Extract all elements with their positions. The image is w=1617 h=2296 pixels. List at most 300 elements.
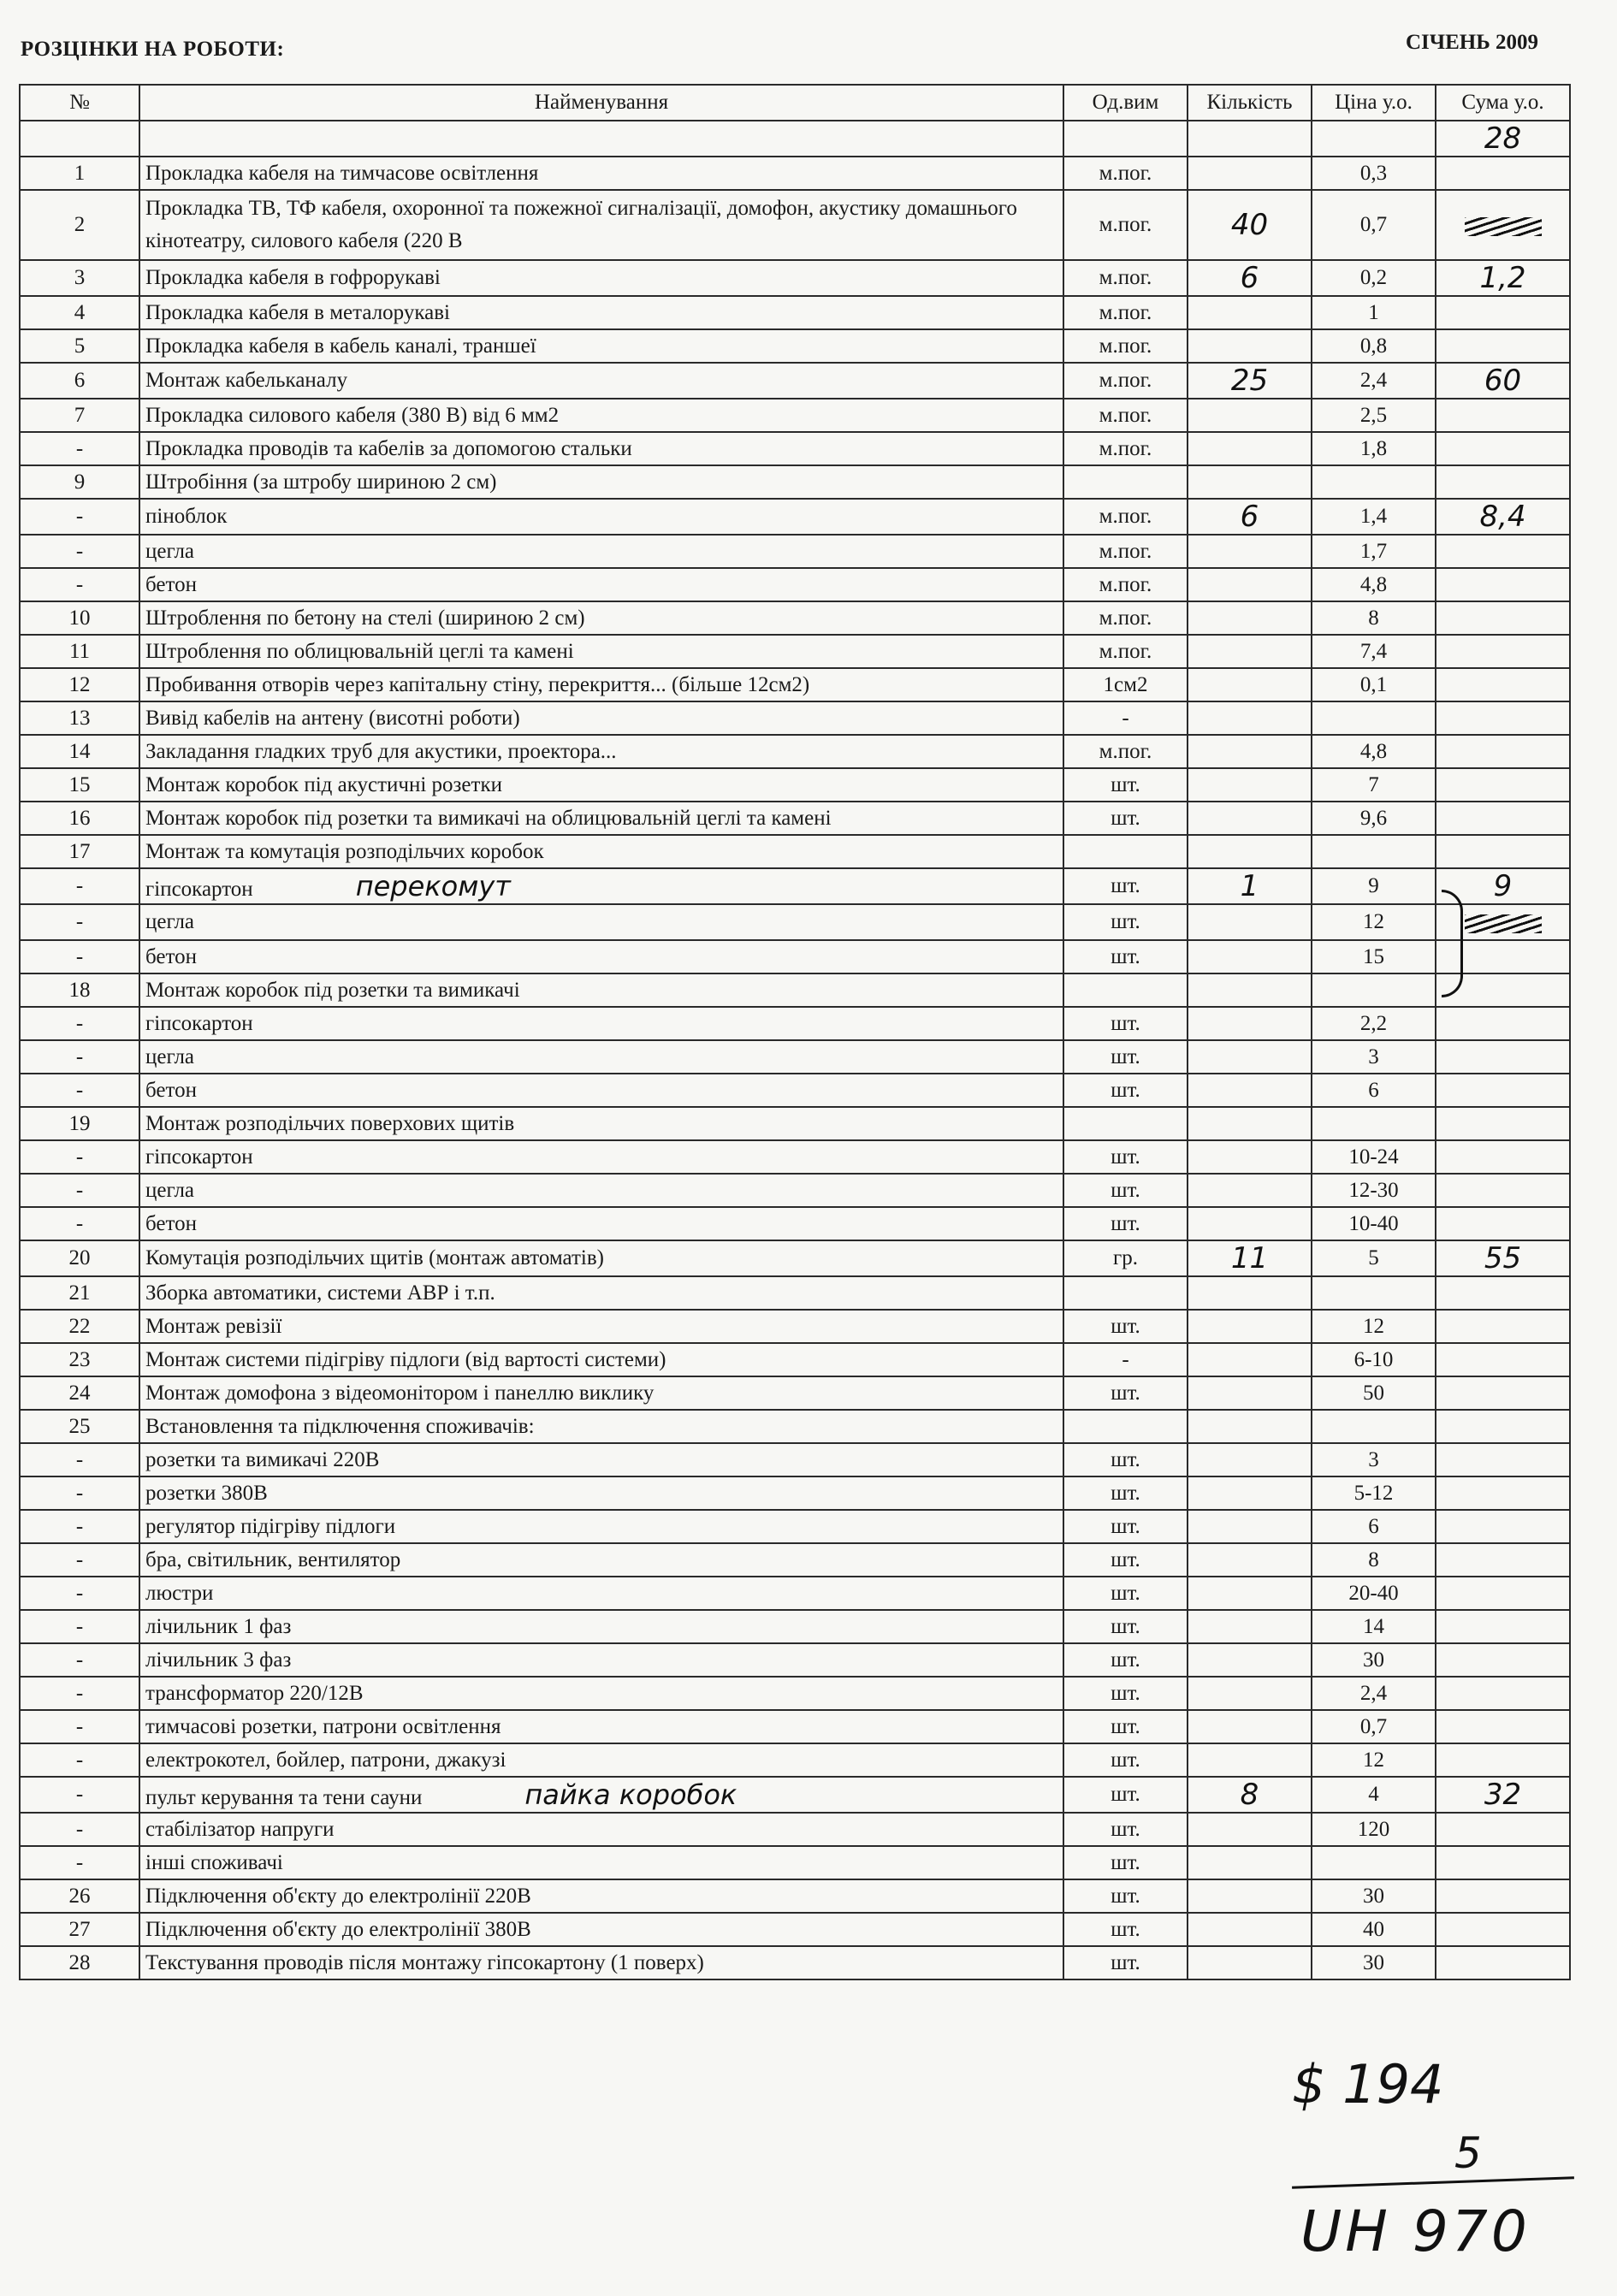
row-name-text: цегла <box>145 539 195 563</box>
row-quantity <box>1188 190 1312 260</box>
row-price-text: 5-12 <box>1353 1481 1394 1505</box>
row-number <box>20 601 139 635</box>
row-number-text: - <box>75 1850 84 1874</box>
row-unit <box>1063 1410 1188 1443</box>
row-price <box>1312 1743 1436 1777</box>
row-unit <box>1063 1813 1188 1846</box>
table-row <box>20 465 1570 499</box>
row-number-text: - <box>75 1514 84 1538</box>
row-price <box>1312 940 1436 973</box>
row-quantity <box>1188 668 1312 701</box>
row-sum <box>1436 1074 1570 1107</box>
table-row <box>20 1577 1570 1610</box>
row-number <box>20 868 139 904</box>
row-name <box>139 1743 1063 1777</box>
row-number-text: - <box>75 1783 84 1806</box>
row-quantity <box>1188 940 1312 973</box>
row-unit-text: шт. <box>1111 1783 1140 1806</box>
row-unit <box>1063 1310 1188 1343</box>
row-number-text: - <box>75 1078 84 1102</box>
row-name-text: бетон <box>145 1211 197 1235</box>
row-price-text: 30 <box>1363 1648 1384 1672</box>
row-number <box>20 1140 139 1174</box>
row-sum <box>1436 190 1570 260</box>
row-name <box>139 835 1063 868</box>
table-row <box>20 1410 1570 1443</box>
row-price <box>1312 1543 1436 1577</box>
row-quantity <box>1188 1777 1312 1813</box>
crossed-out-scribble <box>1465 217 1542 236</box>
row-name <box>139 1543 1063 1577</box>
row-unit <box>1063 465 1188 499</box>
row-unit <box>1063 1777 1188 1813</box>
row-number <box>20 1443 139 1476</box>
row-name-text: Монтаж коробок під розетки та вимикачі на облицювальній цеглі та камені <box>145 806 832 830</box>
row-name-text: електрокотел, бойлер, патрони, джакузі <box>145 1748 506 1772</box>
row-unit-text: шт. <box>1111 1314 1140 1338</box>
row-number <box>20 1643 139 1677</box>
row-quantity <box>1188 499 1312 535</box>
row-quantity <box>1188 399 1312 432</box>
row-name-text: Прокладка проводів та кабелів за допомогою стальки <box>145 436 632 460</box>
row-unit <box>1063 1846 1188 1879</box>
row-sum <box>1436 1140 1570 1174</box>
row-price <box>1312 668 1436 701</box>
row-price <box>1312 1913 1436 1946</box>
row-price <box>1312 1577 1436 1610</box>
row-name-text: тимчасові розетки, патрони освітлення <box>145 1714 501 1738</box>
row-number-text: 5 <box>74 334 86 358</box>
table-row <box>20 568 1570 601</box>
row-quantity <box>1188 465 1312 499</box>
row-price-text: 1,4 <box>1359 505 1388 528</box>
table-row <box>20 1240 1570 1276</box>
row-unit-text: шт. <box>1111 1011 1140 1035</box>
row-number-text: 24 <box>68 1381 91 1405</box>
row-price <box>1312 1310 1436 1343</box>
row-price <box>1312 1276 1436 1310</box>
row-unit-text: шт. <box>1111 1714 1140 1738</box>
row-sum <box>1436 363 1570 399</box>
row-price-text: 6 <box>1368 1514 1379 1538</box>
row-unit-text: м.пог. <box>1099 300 1152 324</box>
table-header-row <box>20 85 1570 121</box>
row-number <box>20 973 139 1007</box>
top-sum-row <box>20 121 1570 157</box>
row-price-text: 12-30 <box>1348 1178 1399 1202</box>
row-number-text: 1 <box>74 161 86 185</box>
row-unit <box>1063 1643 1188 1677</box>
row-price-text: 8 <box>1368 606 1379 630</box>
row-unit-text: шт. <box>1111 806 1140 830</box>
row-quantity <box>1188 1743 1312 1777</box>
row-number-text: 9 <box>74 470 86 494</box>
row-unit-text: шт. <box>1111 772 1140 796</box>
row-quantity <box>1188 1677 1312 1710</box>
row-quantity <box>1188 635 1312 668</box>
row-quantity <box>1188 735 1312 768</box>
row-number-text: 3 <box>74 266 86 289</box>
row-name-text: Вивід кабелів на антену (висотні роботи) <box>145 706 520 730</box>
row-unit-text: шт. <box>1111 874 1140 897</box>
row-name <box>139 1913 1063 1946</box>
row-name-text: цегла <box>145 910 195 933</box>
row-unit-text: шт. <box>1111 1950 1140 1974</box>
row-unit <box>1063 1677 1188 1710</box>
row-number <box>20 1240 139 1276</box>
row-price <box>1312 904 1436 940</box>
row-unit <box>1063 668 1188 701</box>
table-row <box>20 190 1570 260</box>
row-sum <box>1436 1240 1570 1276</box>
row-unit <box>1063 1913 1188 1946</box>
row-number <box>20 835 139 868</box>
row-price-text: 2,2 <box>1359 1011 1388 1035</box>
row-price-text: 12 <box>1363 1748 1384 1772</box>
row-price <box>1312 363 1436 399</box>
row-price-text: 0,1 <box>1359 672 1388 696</box>
col-header-unit: Од.вим <box>1063 85 1188 121</box>
row-name <box>139 1879 1063 1913</box>
row-name <box>139 1007 1063 1040</box>
row-unit-text: м.пог. <box>1099 161 1152 185</box>
row-name-text: Монтаж коробок під розетки та вимикачі <box>145 978 520 1002</box>
row-price <box>1312 465 1436 499</box>
row-sum <box>1436 1743 1570 1777</box>
table-row <box>20 735 1570 768</box>
row-unit-text: шт. <box>1111 1447 1140 1471</box>
row-number <box>20 1310 139 1343</box>
row-unit <box>1063 701 1188 735</box>
row-unit <box>1063 190 1188 260</box>
row-sum <box>1436 1710 1570 1743</box>
row-quantity <box>1188 568 1312 601</box>
row-quantity <box>1188 1207 1312 1240</box>
row-unit-text: м.пог. <box>1099 436 1152 460</box>
row-sum-text: 9 <box>1493 869 1513 903</box>
row-sum <box>1436 1610 1570 1643</box>
col-header-number: № <box>20 85 139 121</box>
row-sum-text: 1,2 <box>1479 261 1526 295</box>
row-name <box>139 1207 1063 1240</box>
row-name <box>139 1074 1063 1107</box>
row-unit-text: м.пог. <box>1099 369 1152 392</box>
row-unit-text: м.пог. <box>1099 639 1152 663</box>
row-quantity <box>1188 1913 1312 1946</box>
row-number-text: 27 <box>68 1917 91 1941</box>
row-sum <box>1436 1343 1570 1376</box>
row-price <box>1312 768 1436 802</box>
row-quantity <box>1188 1476 1312 1510</box>
row-price-text: 0,2 <box>1359 266 1388 289</box>
row-number-text: - <box>75 1614 84 1638</box>
row-price <box>1312 1443 1436 1476</box>
row-price-text: 1,7 <box>1359 539 1388 563</box>
row-price-text: 9 <box>1368 874 1379 897</box>
row-quantity <box>1188 1174 1312 1207</box>
row-sum <box>1436 1040 1570 1074</box>
row-name <box>139 260 1063 296</box>
row-price <box>1312 1343 1436 1376</box>
row-name <box>139 499 1063 535</box>
row-unit-text: шт. <box>1111 1078 1140 1102</box>
row-name-text: Текстування проводів після монтажу гіпсокартону (1 поверх) <box>145 1950 704 1974</box>
row-unit-text: шт. <box>1111 1514 1140 1538</box>
row-unit-text: шт. <box>1111 1917 1140 1941</box>
row-price <box>1312 1510 1436 1543</box>
table-row <box>20 1543 1570 1577</box>
col-header-name: Найменування <box>139 85 1063 121</box>
col-header-quantity: Кількість <box>1188 85 1312 121</box>
row-price <box>1312 535 1436 568</box>
row-number <box>20 1610 139 1643</box>
row-sum <box>1436 157 1570 190</box>
row-name <box>139 535 1063 568</box>
row-name <box>139 1174 1063 1207</box>
row-number-text: 22 <box>68 1314 91 1338</box>
total-uah: UH 970 <box>1300 2198 1531 2264</box>
row-price <box>1312 1677 1436 1710</box>
table-row <box>20 1310 1570 1343</box>
row-quantity <box>1188 904 1312 940</box>
row-unit-text: шт. <box>1111 1145 1140 1169</box>
row-price <box>1312 802 1436 835</box>
row-number-text: 2 <box>74 213 86 236</box>
row-number-text: - <box>75 1817 84 1841</box>
row-name-text: піноблок <box>145 505 228 528</box>
row-sum <box>1436 535 1570 568</box>
row-number <box>20 1107 139 1140</box>
row-price-text: 40 <box>1363 1917 1384 1941</box>
row-unit <box>1063 868 1188 904</box>
row-price <box>1312 1946 1436 1979</box>
row-number <box>20 1743 139 1777</box>
row-name <box>139 329 1063 363</box>
row-price-text: 5 <box>1368 1246 1379 1269</box>
row-quantity <box>1188 868 1312 904</box>
table-row <box>20 260 1570 296</box>
row-unit <box>1063 1710 1188 1743</box>
row-number-text: 26 <box>68 1884 91 1908</box>
row-unit <box>1063 1510 1188 1543</box>
table-row <box>20 157 1570 190</box>
row-quantity <box>1188 701 1312 735</box>
row-unit-text: шт. <box>1111 1178 1140 1202</box>
row-number-text: - <box>75 910 84 933</box>
total-rate: 5 <box>1454 2128 1482 2178</box>
row-number-text: - <box>75 1145 84 1169</box>
row-name-text: Закладання гладких труб для акустики, проектора... <box>145 739 617 763</box>
row-number <box>20 1777 139 1813</box>
row-unit-text: шт. <box>1111 1748 1140 1772</box>
row-name <box>139 1710 1063 1743</box>
row-sum <box>1436 1813 1570 1846</box>
table-row <box>20 1743 1570 1777</box>
table-row <box>20 1846 1570 1879</box>
row-sum <box>1436 1107 1570 1140</box>
row-quantity <box>1188 973 1312 1007</box>
row-name <box>139 190 1063 260</box>
row-number-text: - <box>75 1011 84 1035</box>
row-name-text: бетон <box>145 572 197 596</box>
row-unit <box>1063 1207 1188 1240</box>
row-price-text: 2,4 <box>1359 369 1388 392</box>
row-unit-text: шт. <box>1111 1481 1140 1505</box>
row-sum <box>1436 1946 1570 1979</box>
table-row <box>20 399 1570 432</box>
row-number <box>20 1276 139 1310</box>
row-quantity <box>1188 1577 1312 1610</box>
row-price <box>1312 1610 1436 1643</box>
table-row <box>20 1343 1570 1376</box>
row-price <box>1312 835 1436 868</box>
table-row <box>20 1443 1570 1476</box>
row-name-text: Підключення об'єкту до електролінії 380В <box>145 1917 531 1941</box>
row-price <box>1312 1140 1436 1174</box>
row-price <box>1312 1710 1436 1743</box>
table-row <box>20 1074 1570 1107</box>
crossed-out-scribble <box>1465 914 1542 933</box>
row-name-text: Прокладка ТВ, ТФ кабеля, охоронної та пожежної сигналізації, домофон, акустику домашнього кінотеатру, силового кабеля (220 В <box>145 197 1017 252</box>
row-number-text: 17 <box>68 839 91 863</box>
row-name <box>139 1643 1063 1677</box>
row-unit <box>1063 601 1188 635</box>
row-unit <box>1063 1074 1188 1107</box>
row-unit-text: м.пог. <box>1099 539 1152 563</box>
row-price <box>1312 260 1436 296</box>
total-underline <box>1292 2176 1574 2189</box>
row-number <box>20 1879 139 1913</box>
table-row <box>20 1777 1570 1813</box>
row-price-text: 1,8 <box>1359 436 1388 460</box>
table-row <box>20 1643 1570 1677</box>
row-name-text: Пробивання отворів через капітальну стіну, перекриття... (більше 12см2) <box>145 672 810 696</box>
row-quantity <box>1188 1074 1312 1107</box>
row-name <box>139 465 1063 499</box>
row-number <box>20 1376 139 1410</box>
row-price <box>1312 735 1436 768</box>
row-name-text: Монтаж системи підігріву підлоги (від вартості системи) <box>145 1347 666 1371</box>
row-number <box>20 568 139 601</box>
row-name-text: Підключення об'єкту до електролінії 220В <box>145 1884 531 1908</box>
row-price <box>1312 399 1436 432</box>
row-number <box>20 1174 139 1207</box>
row-price-text: 15 <box>1363 944 1384 968</box>
row-price <box>1312 601 1436 635</box>
row-unit <box>1063 1276 1188 1310</box>
row-unit <box>1063 1879 1188 1913</box>
handwritten-note: пайка коробок <box>524 1778 737 1811</box>
row-number-text: - <box>75 1748 84 1772</box>
row-quantity <box>1188 1846 1312 1879</box>
row-number <box>20 535 139 568</box>
row-name <box>139 868 1063 904</box>
row-unit <box>1063 499 1188 535</box>
row-unit <box>1063 802 1188 835</box>
row-price-text: 0,3 <box>1359 161 1388 185</box>
row-price-text: 0,7 <box>1359 213 1388 236</box>
row-price-text: 2,4 <box>1359 1681 1388 1705</box>
row-number <box>20 668 139 701</box>
row-unit <box>1063 835 1188 868</box>
row-unit-text: шт. <box>1111 1648 1140 1672</box>
row-name-text: розетки 380В <box>145 1481 268 1505</box>
row-sum <box>1436 1846 1570 1879</box>
row-price <box>1312 190 1436 260</box>
row-name <box>139 635 1063 668</box>
row-sum <box>1436 329 1570 363</box>
row-name-text: Монтаж коробок під акустичні розетки <box>145 772 502 796</box>
table-row <box>20 601 1570 635</box>
row-number <box>20 940 139 973</box>
row-unit-text: м.пог. <box>1099 334 1152 358</box>
row-sum <box>1436 260 1570 296</box>
row-price-text: 14 <box>1363 1614 1384 1638</box>
row-quantity <box>1188 802 1312 835</box>
row-sum-text: 55 <box>1484 1241 1522 1275</box>
row-name <box>139 568 1063 601</box>
row-price <box>1312 296 1436 329</box>
handwritten-brace <box>1442 890 1463 997</box>
row-unit <box>1063 1577 1188 1610</box>
table-row <box>20 1276 1570 1310</box>
row-number <box>20 1946 139 1979</box>
row-number <box>20 363 139 399</box>
row-unit <box>1063 1376 1188 1410</box>
row-name-text: Монтаж домофона з відеомонітором і панеллю виклику <box>145 1381 654 1405</box>
row-number <box>20 1846 139 1879</box>
row-unit-text: м.пог. <box>1099 403 1152 427</box>
row-name <box>139 601 1063 635</box>
row-number-text: - <box>75 436 84 460</box>
row-name-text: лічильник 3 фаз <box>145 1648 292 1672</box>
row-unit-text: шт. <box>1111 944 1140 968</box>
row-quantity <box>1188 1710 1312 1743</box>
row-price <box>1312 1879 1436 1913</box>
row-price-text: 10-40 <box>1348 1211 1399 1235</box>
table-row <box>20 1913 1570 1946</box>
row-price <box>1312 1643 1436 1677</box>
row-quantity <box>1188 768 1312 802</box>
row-unit-text: - <box>1122 706 1129 730</box>
row-price-text: 3 <box>1368 1447 1379 1471</box>
row-quantity <box>1188 1240 1312 1276</box>
table-row <box>20 1140 1570 1174</box>
row-name <box>139 768 1063 802</box>
row-quantity <box>1188 1140 1312 1174</box>
row-price-text: 6-10 <box>1353 1347 1394 1371</box>
row-name <box>139 1677 1063 1710</box>
row-name <box>139 668 1063 701</box>
row-number-text: 18 <box>68 978 91 1002</box>
row-unit-text: шт. <box>1111 1681 1140 1705</box>
row-price <box>1312 1813 1436 1846</box>
row-unit-text: шт. <box>1111 1614 1140 1638</box>
row-number <box>20 1813 139 1846</box>
row-number-text: - <box>75 1481 84 1505</box>
row-quantity <box>1188 1879 1312 1913</box>
col-header-price: Ціна у.о. <box>1312 85 1436 121</box>
row-sum <box>1436 1376 1570 1410</box>
row-name <box>139 940 1063 973</box>
row-quantity <box>1188 1040 1312 1074</box>
row-name-text: пульт керування та тени сауни <box>145 1786 423 1809</box>
row-number-text: 4 <box>74 300 86 324</box>
row-quantity <box>1188 260 1312 296</box>
row-quantity <box>1188 601 1312 635</box>
row-sum <box>1436 1643 1570 1677</box>
row-name <box>139 1343 1063 1376</box>
